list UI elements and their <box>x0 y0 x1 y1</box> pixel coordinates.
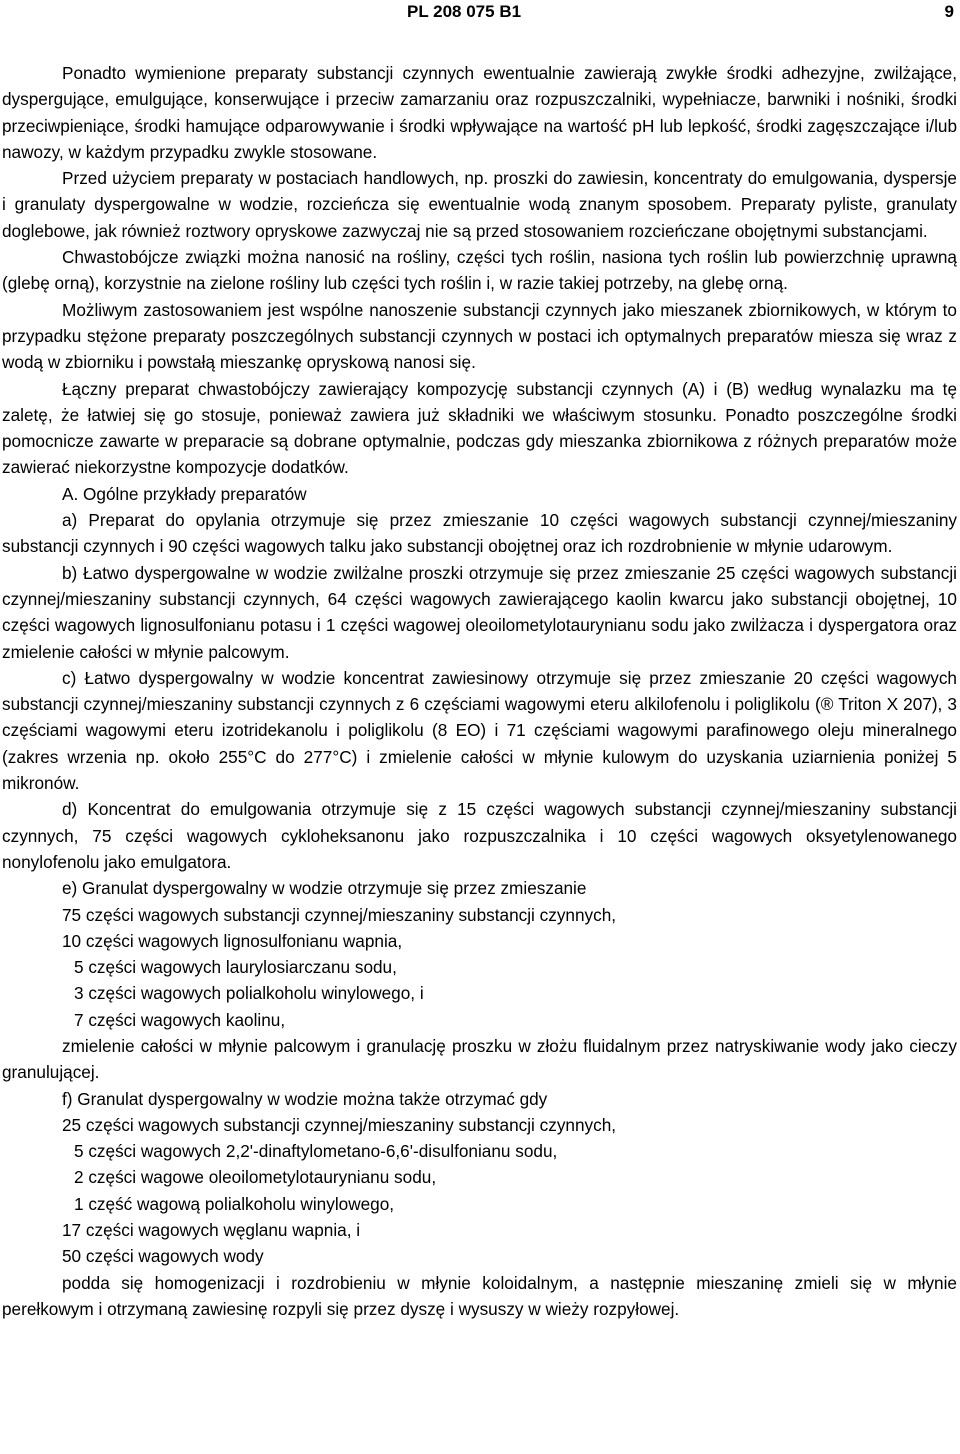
document-id: PL 208 075 B1 <box>407 2 522 21</box>
example-e-component: 7 części wagowych kaolinu, <box>74 1009 286 1030</box>
paragraph-combined-preparation: Łączny preparat chwastobójczy zawierający kompozycję substancji czynnych (A) i (B) według wynalazku ma tę zaletę, że łatwiej się go stosuje, ponieważ zawiera już składniki we właściwym stosunku. Ponadto poszczególne środki pomocnicze zawarte w preparacie są dobrane optymalnie, podczas gdy mieszanka zbiornikowa z różnych preparatów może zawierać niekorzystne kompozycje dodatków. <box>2 378 957 478</box>
example-e-component: 10 części wagowych lignosulfonianu wapnia, <box>62 930 403 951</box>
example-e-component: 75 części wagowych substancji czynnej/mieszaniny substancji czynnych, <box>62 904 617 925</box>
page-number: 9 <box>944 2 954 21</box>
paragraph-auxiliaries: Ponadto wymienione preparaty substancji czynnych ewentualnie zawierają zwykłe środki adhezyjne, zwilżające, dyspergujące, emulgujące, konserwujące i przeciw zamarzaniu oraz rozpuszczalniki, wypełniacze, barwniki i nośniki, środki przeciwpieniące, środki hamujące odparowywanie i środki wpływające na wartość pH lub lepkość, środki zagęszczające i/lub nawozy, w każdym przypadku zwykle stosowane. <box>2 63 957 162</box>
example-f-component: 2 części wagowe oleoilometylotaurynianu sodu, <box>74 1167 437 1188</box>
example-f-intro: f) Granulat dyspergowalny w wodzie można także otrzymać gdy <box>62 1088 548 1109</box>
page-header <box>0 2 960 26</box>
example-b: b) Łatwo dyspergowalne w wodzie zwilżalne proszki otrzymuje się przez zmieszanie 25 części wagowych substancji czynnej/mieszaniny substancji czynnych, 64 części wagowych zawierającego kaolin kwarcu jako substancji obojętnej, 10 części wagowych lignosulfonianu potasu i 1 części wagowej oleoilometylotaurynianu sodu jako zwilżacza i dyspergatora oraz zmielenie całości w młynie palcowym. <box>2 562 957 662</box>
example-e-component: 5 części wagowych laurylosiarczanu sodu, <box>74 957 397 978</box>
example-e-component: 3 części wagowych polialkoholu winylowego, i <box>74 983 424 1004</box>
example-a: a) Preparat do opylania otrzymuje się przez zmieszanie 10 części wagowych substancji czynnej/mieszaniny substancji czynnych i 90 części wagowych talku jako substancji obojętnej oraz ich rozdrobnienie w młynie udarowym. <box>2 510 957 557</box>
paragraph-tank-mix: Możliwym zastosowaniem jest wspólne nanoszenie substancji czynnych jako mieszanek zbiornikowych, w którym to przypadku stężone preparaty poszczególnych substancji czynnych w postaci ich optymalnych preparatów miesza się wraz z wodą w zbiorniku i powstałą mieszankę opryskową nanosi się. <box>2 299 957 373</box>
section-heading-general-examples: A. Ogólne przykłady preparatów <box>62 483 307 504</box>
document-body <box>2 60 957 1322</box>
example-f-component: 5 części wagowych 2,2'-dinaftylometano-6,6'-disulfonianu sodu, <box>74 1141 558 1162</box>
example-f-component: 1 część wagową polialkoholu winylowego, <box>74 1193 395 1214</box>
example-f-outro: podda się homogenizacji i rozdrobieniu w młynie koloidalnym, a następnie mieszaninę zmieli się w młynie perełkowym i otrzymaną zawiesinę rozpyli się przez dyszę i wysuszy w wieży rozpyłowej. <box>2 1272 957 1319</box>
example-e-intro: e) Granulat dyspergowalny w wodzie otrzymuje się przez zmieszanie <box>62 878 587 899</box>
paragraph-application: Chwastobójcze związki można nanosić na rośliny, części tych roślin, nasiona tych roślin lub powierzchnię uprawną (glebę orną), korzystnie na zielone rośliny lub części tych roślin i, w razie takiej potrzeby, na glebę orną. <box>2 247 957 294</box>
paragraph-before-use: Przed użyciem preparaty w postaciach handlowych, np. proszki do zawiesin, koncentraty do emulgowania, dyspersje i granulaty dyspergowalne w wodzie, rozcieńcza się ewentualnie wodą znanym sposobem. Preparaty pyliste, granulaty doglebowe, jak również roztwory opryskowe zazwyczaj nie są przed stosowaniem rozcieńczane obojętnymi substancjami. <box>2 168 957 241</box>
example-f-component: 25 części wagowych substancji czynnej/mieszaniny substancji czynnych, <box>62 1114 617 1135</box>
example-d: d) Koncentrat do emulgowania otrzymuje się z 15 części wagowych substancji czynnej/mieszaniny substancji czynnych, 75 części wagowych cykloheksanonu jako rozpuszczalnika i 10 części wagowych oksyetylenowanego nonylofenolu jako emulgatora. <box>2 799 957 872</box>
example-f-component: 17 części wagowych węglanu wapnia, i <box>62 1220 361 1241</box>
example-c: c) Łatwo dyspergowalny w wodzie koncentrat zawiesinowy otrzymuje się przez zmieszanie 20 części wagowych substancji czynnej/mieszaniny substancji czynnych z 6 częściami wagowymi eteru alkilofenolu i poliglikolu (® Triton X 207), 3 częściami wagowymi eteru izotridekanolu i poliglikolu (8 EO) i 71 częściami wagowymi parafinowego oleju mineralnego (zakres wrzenia np. około 255°C do 277°C) i zmielenie całości w młynie kulowym do uzyskania uziarnienia poniżej 5 mikronów. <box>2 667 957 794</box>
example-e-outro: zmielenie całości w młynie palcowym i granulację proszku w złożu fluidalnym przez natryskiwanie wody jako cieczy granulującej. <box>2 1035 957 1083</box>
example-f-component: 50 części wagowych wody <box>62 1246 264 1267</box>
